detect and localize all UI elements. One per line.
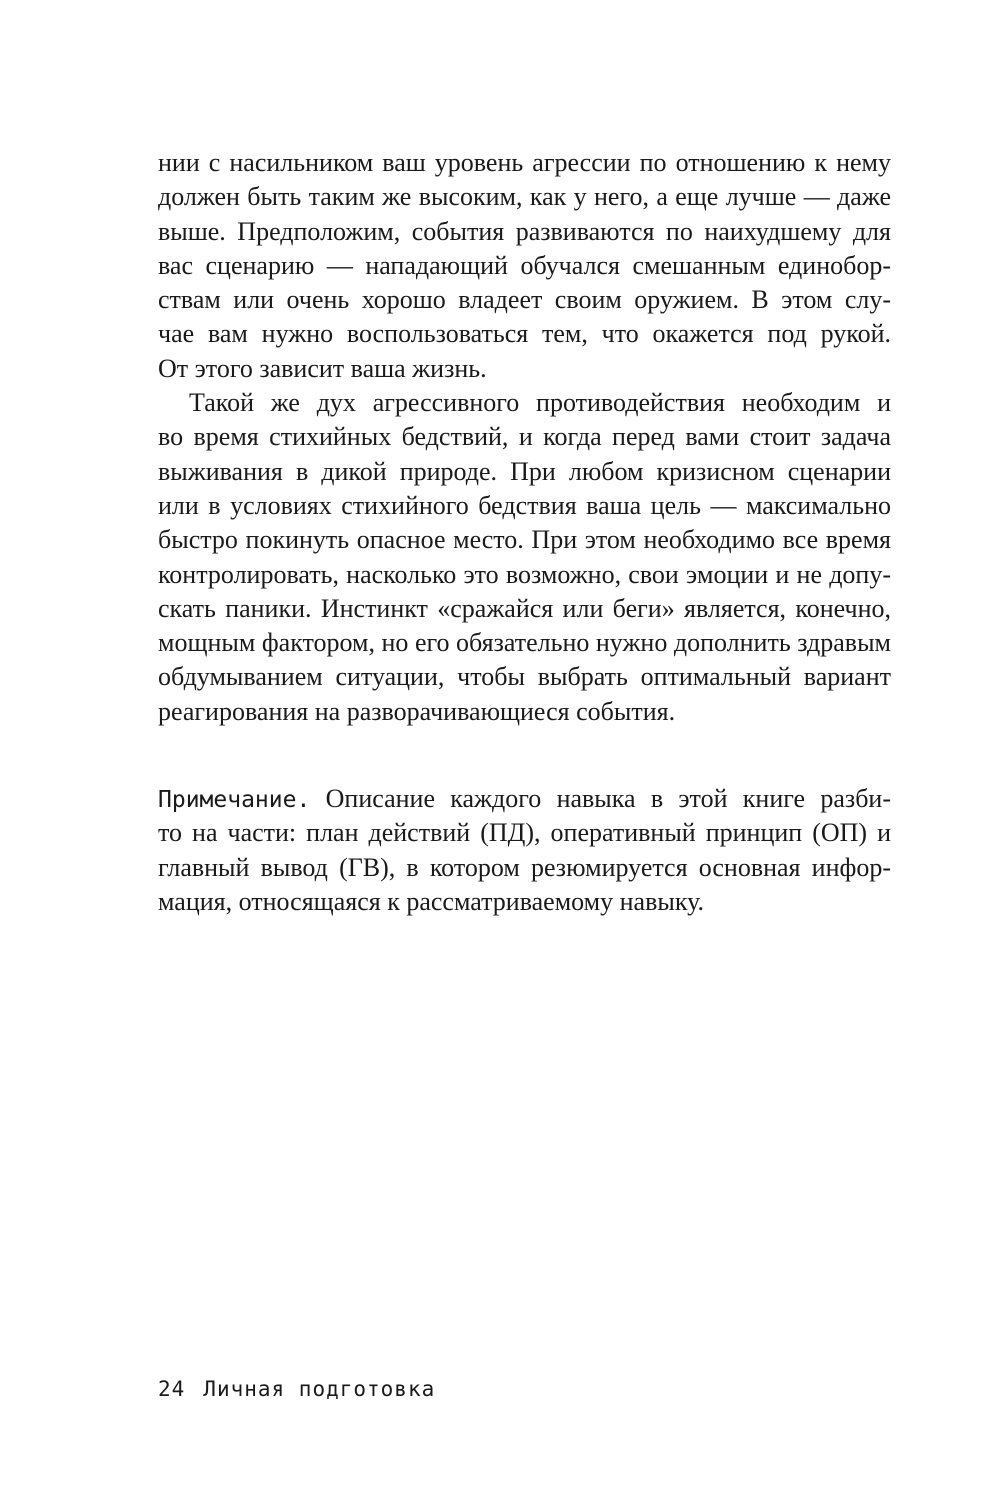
text-line: мощным фактором, но его обязательно нужно дополнить здравым <box>158 628 891 658</box>
text-line: то на части: план действий (ПД), оперативный принцип (ОП) и <box>158 818 891 848</box>
text-line: ствам или очень хорошо владеет своим оружием. В этом слу- <box>158 285 891 315</box>
text-line: обдумыванием ситуации, чтобы выбрать оптимальный вариант <box>158 662 891 692</box>
text-line: во время стихийных бедствий, и когда перед вами стоит задача <box>158 422 891 452</box>
paragraph-1 <box>158 146 891 386</box>
section-title: Личная подготовка <box>203 1377 436 1401</box>
text-line: или в условиях стихийного бедствия ваша цель — максимально <box>158 490 891 520</box>
paragraph-2 <box>158 386 891 729</box>
note-first-line <box>158 782 891 816</box>
note-label: Примечание. <box>158 787 311 813</box>
text-line: выше. Предположим, события развиваются по наихудшему для <box>158 216 891 246</box>
text-line: быстро покинуть опасное место. При этом необходимо все время <box>158 525 891 555</box>
text-line: От этого зависит ваша жизнь. <box>158 353 487 383</box>
text-line: реагирования на разворачивающиеся события. <box>158 696 676 726</box>
text-line: должен быть таким же высоким, как у него, а еще лучше — даже <box>158 182 891 212</box>
text-line: вас сценарию — нападающий обучался смешанным единобор- <box>158 250 891 280</box>
text-line: мация, относящаяся к рассматриваемому навыку. <box>158 886 704 916</box>
text-line: контролировать, насколько это возможно, свои эмоции и не допу- <box>158 559 891 589</box>
text-line: скать паники. Инстинкт «сражайся или беги» является, конечно, <box>158 593 891 623</box>
text-line: Такой же дух агрессивного противодействия необходим и <box>189 388 891 418</box>
page-number: 24 <box>158 1377 186 1401</box>
page-footer <box>158 1377 435 1401</box>
text-line: чае вам нужно воспользоваться тем, что окажется под рукой. <box>158 319 891 349</box>
note-block <box>158 782 891 919</box>
note-first-line-text: Описание каждого навыка в этой книге разби- <box>325 784 892 813</box>
text-line: главный вывод (ГВ), в котором резюмируется основная инфор- <box>158 852 891 882</box>
text-line: выживания в дикой природе. При любом кризисном сценарии <box>158 456 891 486</box>
main-body-text <box>158 146 891 729</box>
text-line: нии с насильником ваш уровень агрессии по отношению к нему <box>158 148 891 177</box>
